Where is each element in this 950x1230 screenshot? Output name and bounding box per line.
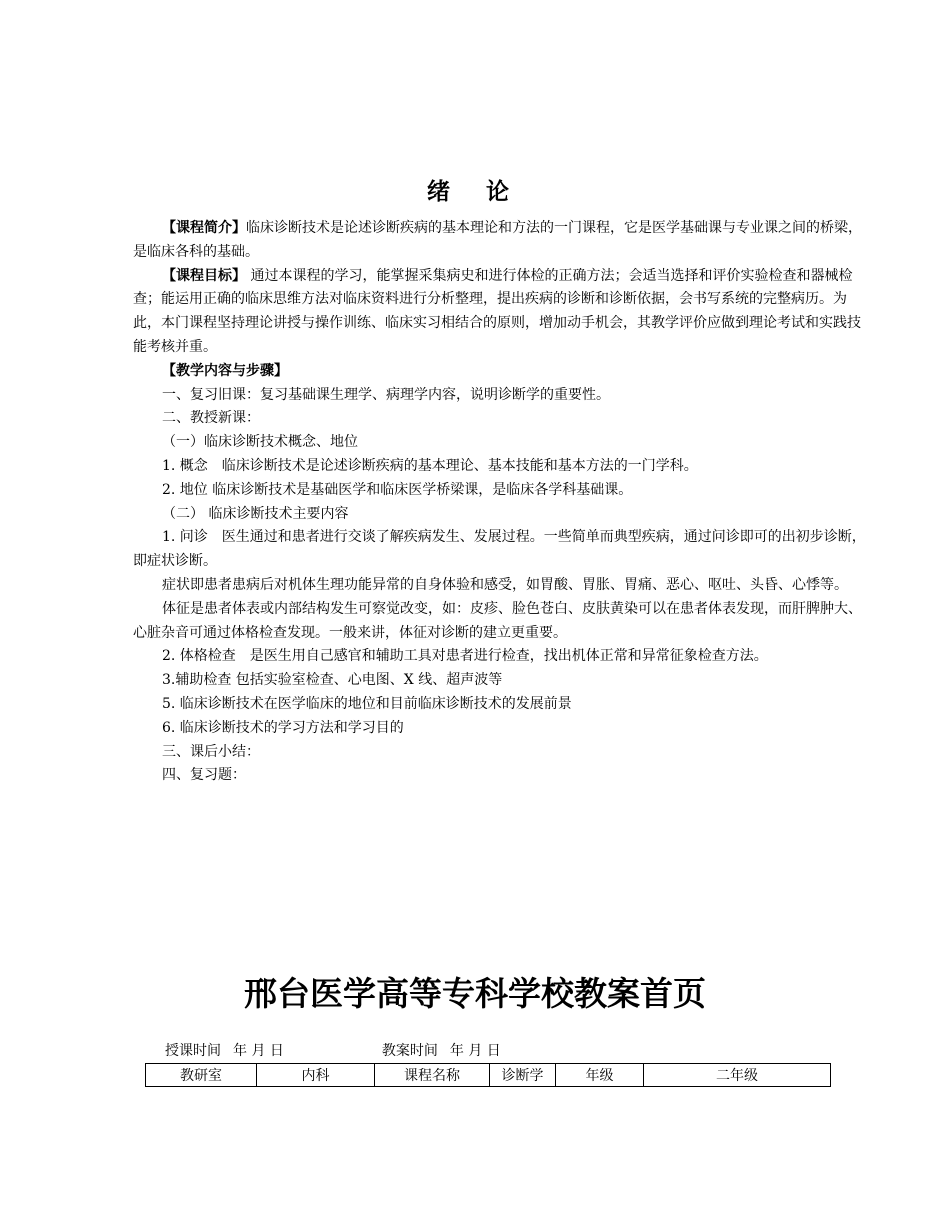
aux-exam-line: 3.辅助检查 包括实验室检查、心电图、X 线、超声波等 (162, 672, 503, 689)
table-row (146, 1064, 831, 1087)
review-questions-line: 四、复习题： (162, 767, 246, 784)
course-goal-text: 通过本课程的学习，能掌握采集病史和进行体检的正确方法；会适当选择和评价实验检查和器械检查；能运用正确的临床思维方法对临床资料进行分析整理，提出疾病的诊断和诊断依据，会书写系统的完整病历。为此，本门课程坚持理论讲授与操作训练、临床实习相结合的原则，增加动手机会，其教学评价应做到理论考试和实践技能考核并重。 (133, 267, 861, 355)
course-intro-label: 【课程简介】 (162, 220, 246, 236)
course-intro-paragraph (133, 217, 867, 265)
symptom-paragraph: 症状即患者患病后对机体生理功能异常的自身体验和感受，如胃酸、胃胀、胃痛、恶心、呕吐、头昏、心悸等。 (162, 576, 848, 593)
dept-label-cell: 教研室 (146, 1064, 257, 1087)
time-line (165, 1040, 501, 1060)
item-5-line: 5. 临床诊断技术在医学临床的地位和目前临床诊断技术的发展前景 (162, 695, 572, 712)
plan-time-label: 教案时间 (381, 1043, 438, 1059)
section-2-heading: （二） 临床诊断技术主要内容 (162, 505, 349, 522)
grade-value-cell: 二年级 (644, 1064, 831, 1087)
lesson-body (133, 217, 867, 788)
content-steps-heading: 【教学内容与步骤】 (162, 362, 288, 379)
concept-line: 1. 概念 临床诊断技术是论述诊断疾病的基本理论、基本技能和基本方法的一门学科。 (162, 457, 698, 474)
inquiry-paragraph: 1. 问诊 医生通过和患者进行交谈了解疾病发生、发展过程。一些简单而典型疾病，通过问诊即可的出初步诊断，即症状诊断。 (133, 529, 866, 570)
course-intro-text: 临床诊断技术是论述诊断疾病的基本理论和方法的一门课程，它是医学基础课与专业课之间的桥梁，是临床各科的基础。 (133, 220, 862, 260)
plan-time-value: 年 月 日 (449, 1043, 501, 1059)
course-value-cell: 诊断学 (490, 1064, 556, 1087)
course-info-table (145, 1063, 831, 1087)
position-line: 2. 地位 临床诊断技术是基础医学和临床医学桥梁课，是临床各学科基础课。 (162, 481, 633, 498)
course-label-cell: 课程名称 (375, 1064, 490, 1087)
dept-value-cell: 内科 (257, 1064, 375, 1087)
teach-time-label: 授课时间 (165, 1043, 221, 1059)
course-goal-label: 【课程目标】 (162, 267, 246, 284)
physical-exam-line: 2. 体格检查 是医生用自己感官和辅助工具对患者进行检查，找出机体正常和异常征象检查方法。 (162, 648, 768, 665)
sign-paragraph: 体征是患者体表或内部结构发生可察觉改变，如：皮疹、脸色苍白、皮肤黄染可以在患者体表发现，而肝脾肿大、心脏杂音可通过体格检查发现。一般来讲，体征对诊断的建立更重要。 (133, 600, 862, 641)
grade-label-cell: 年级 (556, 1064, 644, 1087)
item-6-line: 6. 临床诊断技术的学习方法和学习目的 (162, 719, 404, 736)
course-goal-paragraph (133, 265, 867, 360)
section-1-heading: （一）临床诊断技术概念、地位 (162, 434, 358, 451)
review-line: 一、复习旧课：复习基础课生理学、病理学内容，说明诊断学的重要性。 (162, 386, 610, 403)
page-title: 绪 论 (426, 178, 523, 205)
cover-page-title: 邢台医学高等专科学校教案首页 (244, 974, 706, 1013)
teach-time-value: 年 月 日 (233, 1043, 284, 1059)
summary-line: 三、课后小结： (162, 743, 260, 760)
new-lesson-line: 二、教授新课： (162, 410, 260, 427)
